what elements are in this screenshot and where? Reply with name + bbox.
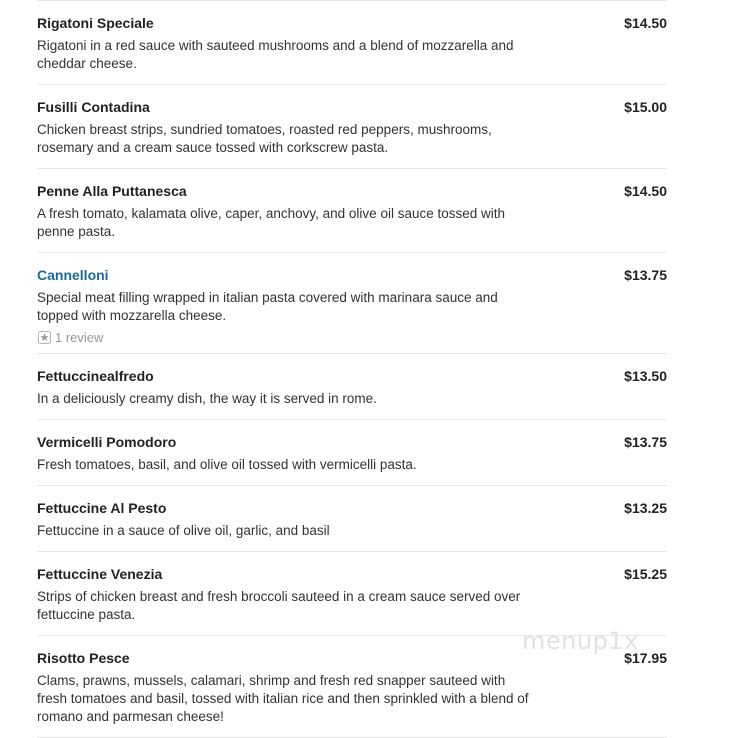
menu-item	[37, 552, 667, 636]
item-name: Fettuccine Venezia	[37, 566, 163, 582]
menu-list	[37, 0, 667, 738]
item-description: Clams, prawns, mussels, calamari, shrimp and fresh red snapper sauteed with fresh tomatoes and basil, tossed with italian rice and then sprinkled with a blend of romano and parmesan cheese!	[37, 673, 529, 724]
item-description: A fresh tomato, kalamata olive, caper, anchovy, and olive oil sauce tossed with penne pasta.	[37, 206, 506, 239]
star-badge-icon	[37, 331, 51, 345]
item-description: Rigatoni in a red sauce with sauteed mushrooms and a blend of mozzarella and cheddar cheese.	[37, 38, 514, 71]
review-count: 1 review	[55, 330, 104, 345]
item-description: Strips of chicken breast and fresh broccoli sauteed in a cream sauce served over fettuccine pasta.	[37, 589, 521, 622]
item-name: Fusilli Contadina	[37, 99, 150, 115]
item-name: Penne Alla Puttanesca	[37, 183, 187, 199]
menu-item	[37, 1, 667, 85]
item-description: In a deliciously creamy dish, the way it is served in rome.	[37, 391, 377, 406]
menu-item	[37, 85, 667, 169]
item-price: $15.25	[624, 566, 667, 582]
item-name: Risotto Pesce	[37, 650, 130, 666]
item-description: Fettuccine in a sauce of olive oil, garlic, and basil	[37, 523, 330, 538]
menu-item	[37, 420, 667, 486]
menu-item	[37, 486, 667, 552]
item-price: $14.50	[624, 183, 667, 199]
item-name: Fettuccinealfredo	[37, 368, 154, 384]
menu-item	[37, 169, 667, 253]
menu-item	[37, 354, 667, 420]
item-name: Fettuccine Al Pesto	[37, 500, 167, 516]
item-name: Vermicelli Pomodoro	[37, 434, 177, 450]
item-price: $13.75	[624, 267, 667, 283]
item-description: Fresh tomatoes, basil, and olive oil tossed with vermicelli pasta.	[37, 457, 417, 472]
item-price: $13.25	[624, 500, 667, 516]
item-name: Rigatoni Speciale	[37, 15, 154, 31]
item-description: Chicken breast strips, sundried tomatoes, roasted red peppers, mushrooms, rosemary and a cream sauce tossed with corkscrew pasta.	[37, 122, 492, 155]
item-description: Special meat filling wrapped in italian pasta covered with marinara sauce and topped with mozzarella cheese.	[37, 290, 498, 323]
watermark-logo: menup1x	[522, 627, 639, 655]
item-name-link[interactable]: Cannelloni	[37, 267, 109, 283]
item-price: $17.95	[624, 650, 667, 666]
review-link[interactable]	[37, 330, 667, 345]
item-price: $14.50	[624, 15, 667, 31]
item-price: $13.50	[624, 368, 667, 384]
menu-item	[37, 253, 667, 354]
item-price: $13.75	[624, 434, 667, 450]
menu-item	[37, 636, 667, 738]
item-price: $15.00	[624, 99, 667, 115]
